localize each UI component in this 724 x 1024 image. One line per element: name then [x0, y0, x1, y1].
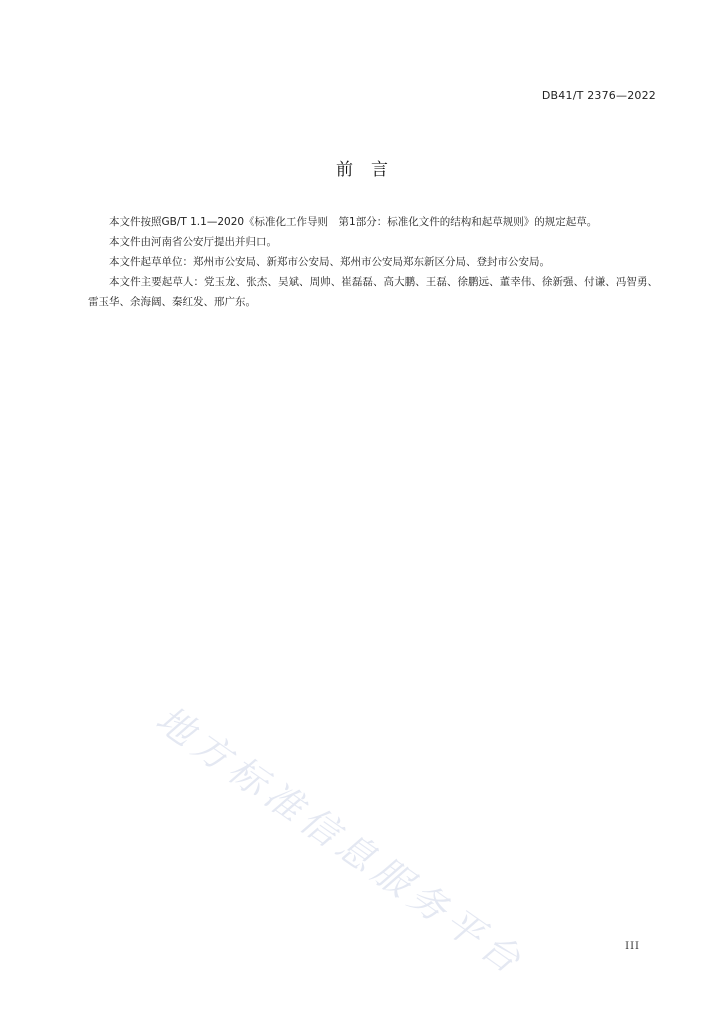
page-title: 前言 [336, 160, 406, 180]
preface-body [88, 212, 658, 312]
paragraph-drafting-units: 本文件起草单位：郑州市公安局、新郑市公安局、郑州市公安局郑东新区分局、登封市公安局。 [109, 256, 550, 268]
page-number: III [625, 941, 640, 952]
watermark: 地方标准信息服务平台 [148, 697, 534, 985]
paragraph-proposer: 本文件由河南省公安厅提出并归口。 [109, 236, 277, 248]
paragraph-drafting-rules: 本文件按照GB/T 1.1—2020《标准化工作导则 第1部分：标准化文件的结构和起草规则》的规定起草。 [109, 216, 598, 228]
paragraph-drafters: 本文件主要起草人：党玉龙、张杰、吴斌、周帅、崔磊磊、高大鹏、王磊、徐鹏远、董幸伟、徐新强、付谦、冯智勇、雷玉华、余海阔、秦红发、邢广东。 [88, 276, 658, 308]
document-code: DB41/T 2376—2022 [541, 89, 656, 102]
